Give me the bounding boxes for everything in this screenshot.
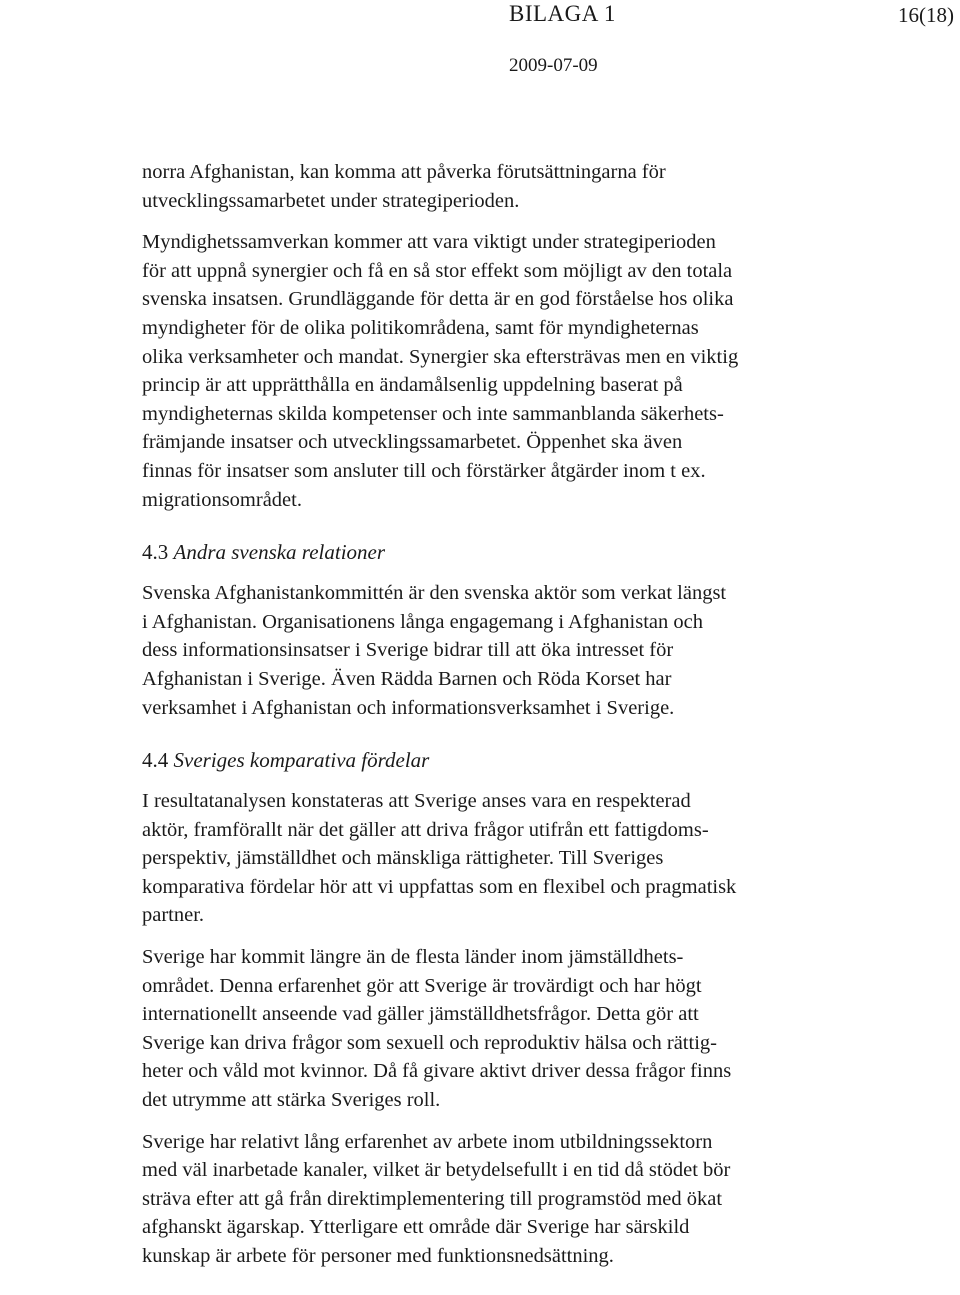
paragraph-comparative-advantages	[142, 787, 842, 930]
text-line: myndigheter för de olika politikområdena, samt för myndigheternas	[142, 316, 699, 339]
text-line: myndigheternas skilda kompetenser och inte sammanblanda säkerhets-	[142, 402, 724, 425]
text-line: I resultatanalysen konstateras att Sverige anses vara en respekterad	[142, 790, 691, 813]
text-line: verksamhet i Afghanistan och informationsverksamhet i Sverige.	[142, 696, 675, 719]
text-line: norra Afghanistan, kan komma att påverka förutsättningarna för	[142, 161, 666, 183]
section-title: Andra svenska relationer	[173, 540, 386, 565]
text-line: finnas för insatser som ansluter till och förstärker åtgärder inom t ex.	[142, 459, 706, 482]
text-line: olika verksamheter och mandat. Synergier ska eftersträvas men en viktig	[142, 345, 739, 368]
text-line: utvecklingssamarbetet under strategiperioden.	[142, 189, 520, 212]
text-line: Afghanistan i Sverige. Även Rädda Barnen och Röda Korset har	[142, 667, 672, 690]
text-line: svenska insatsen. Grundläggande för detta är en god förståelse hos olika	[142, 288, 734, 311]
text-line: främjande insatser och utvecklingssamarbetet. Öppenhet ska även	[142, 431, 683, 454]
text-line: området. Denna erfarenhet gör att Sverige är trovärdigt och har högt	[142, 974, 702, 997]
text-line: sträva efter att gå från direktimplementering till programstöd med ökat	[142, 1187, 723, 1210]
text-line: med väl inarbetade kanaler, vilket är betydelsefullt i en tid då stödet bör	[142, 1159, 731, 1182]
text-line: princip är att upprätthålla en ändamålsenlig uppdelning baserat på	[142, 374, 683, 397]
paragraph-intro-continuation	[142, 158, 842, 215]
text-line: kunskap är arbete för personer med funktionsnedsättning.	[142, 1245, 614, 1267]
text-line: aktör, framförallt när det gäller att driva frågor utifrån ett fattigdoms-	[142, 818, 709, 841]
appendix-label: BILAGA 1	[509, 1, 616, 26]
section-heading-4-3	[142, 538, 842, 566]
text-line: heter och våld mot kvinnor. Då få givare aktivt driver dessa frågor finns	[142, 1060, 732, 1083]
section-title: Sveriges komparativa fördelar	[173, 748, 430, 773]
text-line: perspektiv, jämställdhet och mänskliga rättigheter. Till Sveriges	[142, 847, 664, 870]
text-line: Sverige har relativt lång erfarenhet av arbete inom utbildningssektorn	[142, 1130, 713, 1153]
text-line: Svenska Afghanistankommittén är den svenska aktör som verkat längst	[142, 582, 727, 605]
text-line: dess informationsinsatser i Sverige bidrar till att öka intresset för	[142, 639, 674, 662]
text-line: för att uppnå synergier och få en så stor effekt som möjligt av den totala	[142, 259, 733, 282]
text-line: Sverige kan driva frågor som sexuell och reproduktiv hälsa och rättig-	[142, 1031, 717, 1054]
page-number: 16(18)	[898, 3, 954, 27]
text-line: i Afghanistan. Organisationens långa engagemang i Afghanistan och	[142, 610, 703, 633]
text-line: det utrymme att stärka Sveriges roll.	[142, 1089, 441, 1112]
paragraph-education-sector	[142, 1128, 842, 1271]
section-number: 4.3	[142, 540, 169, 565]
paragraph-agency-cooperation	[142, 228, 842, 514]
text-line: internationellt anseende vad gäller jämställdhetsfrågor. Detta gör att	[142, 1003, 699, 1026]
text-line: afghanskt ägarskap. Ytterligare ett område där Sverige har särskild	[142, 1216, 690, 1239]
document-body	[142, 158, 842, 1271]
paragraph-swedish-relations	[142, 579, 842, 722]
text-line: migrationsområdet.	[142, 488, 302, 511]
text-line: komparativa fördelar hör att vi uppfattas som en flexibel och pragmatisk	[142, 875, 737, 898]
text-line: partner.	[142, 904, 205, 927]
paragraph-gender-equality	[142, 943, 842, 1115]
text-line: Sverige har kommit längre än de flesta länder inom jämställdhets-	[142, 946, 684, 969]
document-date: 2009-07-09	[509, 55, 598, 76]
section-number: 4.4	[142, 748, 169, 773]
text-line: Myndighetssamverkan kommer att vara viktigt under strategiperioden	[142, 231, 716, 254]
section-heading-4-4	[142, 746, 842, 774]
